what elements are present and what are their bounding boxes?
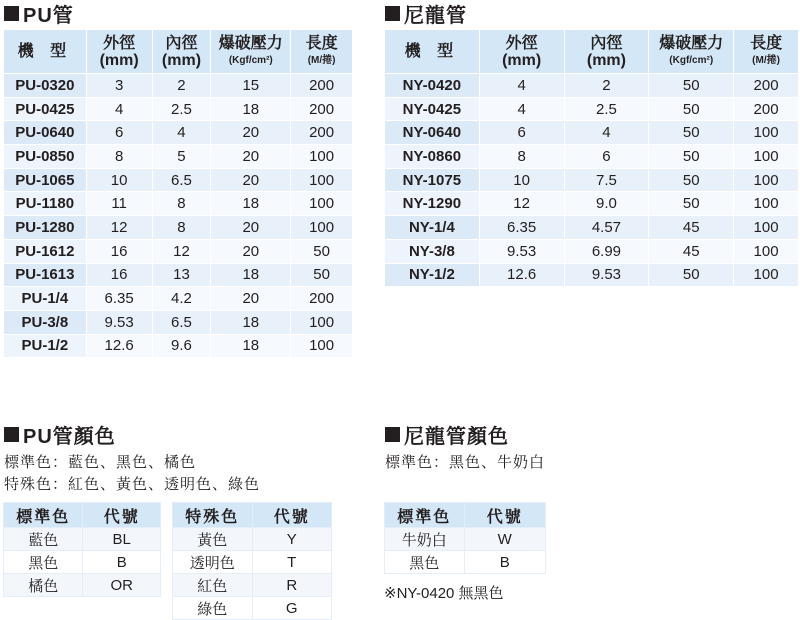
value-cell: 6: [86, 121, 152, 145]
pu-title-text: PU管: [23, 5, 74, 27]
color-table-header: 代號: [464, 503, 546, 528]
value-cell: 18: [211, 334, 291, 358]
value-cell: 50: [291, 263, 353, 287]
model-cell: PU-1/2: [4, 334, 87, 358]
table-row: [4, 334, 353, 358]
header-outer-diameter: 外徑 (mm): [479, 30, 564, 74]
table-row: [385, 528, 546, 551]
table-row: [385, 239, 799, 263]
value-cell: 9.0: [564, 192, 649, 216]
value-cell: 100: [734, 239, 799, 263]
value-cell: 100: [734, 121, 799, 145]
value-cell: 50: [649, 168, 734, 192]
color-code-cell: G: [252, 597, 332, 620]
header-burst-pressure: 爆破壓力 (Kgf/cm²): [649, 30, 734, 74]
color-table-header: 標準色: [4, 503, 83, 528]
value-cell: 100: [291, 192, 353, 216]
model-cell: PU-1180: [4, 192, 87, 216]
color-code-cell: B: [83, 551, 161, 574]
value-cell: 10: [479, 168, 564, 192]
pu-color-lines: [4, 452, 260, 496]
header-inner-diameter: 內徑 (mm): [564, 30, 649, 74]
color-code-cell: OR: [83, 574, 161, 597]
value-cell: 6.5: [152, 168, 211, 192]
value-cell: 200: [291, 97, 353, 121]
value-cell: 200: [734, 97, 799, 121]
model-cell: PU-1612: [4, 239, 87, 263]
value-cell: 50: [649, 74, 734, 98]
value-cell: 4: [564, 121, 649, 145]
color-name-cell: 橘色: [4, 574, 83, 597]
value-cell: 8: [86, 145, 152, 169]
color-name-cell: 牛奶白: [385, 528, 465, 551]
color-name-cell: 黑色: [385, 551, 465, 574]
value-cell: 100: [291, 145, 353, 169]
color-name-cell: 透明色: [173, 551, 253, 574]
value-cell: 2.5: [152, 97, 211, 121]
pu-standard-color-table: [3, 502, 161, 597]
square-bullet-icon: [4, 427, 19, 442]
value-cell: 4: [86, 97, 152, 121]
value-cell: 12.6: [86, 334, 152, 358]
value-cell: 9.53: [479, 239, 564, 263]
header-model: 機 型: [385, 30, 480, 74]
square-bullet-icon: [385, 6, 400, 21]
value-cell: 18: [211, 97, 291, 121]
color-name-cell: 黑色: [4, 551, 83, 574]
table-row: [385, 551, 546, 574]
value-cell: 12: [479, 192, 564, 216]
value-cell: 8: [479, 145, 564, 169]
table-row: [4, 528, 161, 551]
table-row: [4, 239, 353, 263]
header-length: 長度 (M/捲): [734, 30, 799, 74]
model-cell: PU-1613: [4, 263, 87, 287]
value-cell: 100: [291, 216, 353, 240]
ny-title-text: 尼龍管: [404, 5, 467, 27]
model-cell: NY-1075: [385, 168, 480, 192]
value-cell: 200: [291, 287, 353, 311]
model-cell: PU-1065: [4, 168, 87, 192]
value-cell: 3: [86, 74, 152, 98]
value-cell: 18: [211, 192, 291, 216]
value-cell: 20: [211, 145, 291, 169]
value-cell: 4: [479, 74, 564, 98]
model-cell: NY-1/4: [385, 216, 480, 240]
value-cell: 4: [152, 121, 211, 145]
table-row: [4, 121, 353, 145]
table-row: [173, 597, 332, 620]
model-cell: PU-0320: [4, 74, 87, 98]
model-cell: PU-0425: [4, 97, 87, 121]
model-cell: NY-3/8: [385, 239, 480, 263]
table-row: [4, 74, 353, 98]
table-row: [385, 74, 799, 98]
table-row: [385, 216, 799, 240]
value-cell: 12.6: [479, 263, 564, 287]
value-cell: 100: [734, 192, 799, 216]
model-cell: NY-0860: [385, 145, 480, 169]
value-cell: 18: [211, 310, 291, 334]
value-cell: 20: [211, 287, 291, 311]
color-code-cell: T: [252, 551, 332, 574]
table-row: [385, 145, 799, 169]
value-cell: 6.5: [152, 310, 211, 334]
ny-color-title-text: 尼龍管顏色: [404, 426, 509, 448]
value-cell: 100: [734, 263, 799, 287]
table-row: [4, 192, 353, 216]
color-name-cell: 藍色: [4, 528, 83, 551]
value-cell: 8: [152, 216, 211, 240]
value-cell: 200: [291, 74, 353, 98]
value-cell: 200: [734, 74, 799, 98]
value-cell: 6.35: [86, 287, 152, 311]
value-cell: 4.57: [564, 216, 649, 240]
value-cell: 50: [649, 121, 734, 145]
model-cell: NY-0640: [385, 121, 480, 145]
value-cell: 16: [86, 263, 152, 287]
value-cell: 50: [649, 263, 734, 287]
header-length: 長度 (M/捲): [291, 30, 353, 74]
pu-color-title-text: PU管顏色: [23, 426, 116, 448]
table-row: [4, 97, 353, 121]
model-cell: NY-1/2: [385, 263, 480, 287]
value-cell: 20: [211, 168, 291, 192]
value-cell: 100: [734, 168, 799, 192]
table-row: [385, 97, 799, 121]
value-cell: 200: [291, 121, 353, 145]
pu-special-color-table: [172, 502, 332, 620]
table-row: [385, 168, 799, 192]
value-cell: 50: [649, 97, 734, 121]
table-row: [4, 145, 353, 169]
table-row: [4, 263, 353, 287]
value-cell: 4.2: [152, 287, 211, 311]
value-cell: 50: [291, 239, 353, 263]
model-cell: PU-0640: [4, 121, 87, 145]
header-model: 機 型: [4, 30, 87, 74]
model-cell: PU-1280: [4, 216, 87, 240]
table-row: [4, 551, 161, 574]
color-code-cell: BL: [83, 528, 161, 551]
pu-color-section-title: [4, 420, 116, 449]
value-cell: 2: [152, 74, 211, 98]
header-outer-diameter: 外徑 (mm): [86, 30, 152, 74]
value-cell: 9.53: [86, 310, 152, 334]
value-cell: 12: [86, 216, 152, 240]
table-row: [173, 551, 332, 574]
value-cell: 50: [649, 145, 734, 169]
value-cell: 100: [291, 334, 353, 358]
value-cell: 50: [649, 192, 734, 216]
table-row: [4, 216, 353, 240]
ny-section-title: [385, 0, 467, 28]
color-name-cell: 紅色: [173, 574, 253, 597]
pu-special-colors: 特殊色：紅色、黃色、透明色、綠色: [4, 476, 261, 493]
value-cell: 9.53: [564, 263, 649, 287]
color-table-header: 標準色: [385, 503, 465, 528]
value-cell: 100: [291, 168, 353, 192]
value-cell: 5: [152, 145, 211, 169]
value-cell: 9.6: [152, 334, 211, 358]
table-row: [173, 574, 332, 597]
model-cell: PU-0850: [4, 145, 87, 169]
value-cell: 100: [291, 310, 353, 334]
value-cell: 6.35: [479, 216, 564, 240]
value-cell: 11: [86, 192, 152, 216]
color-table-header: 特殊色: [173, 503, 253, 528]
header-burst-pressure: 爆破壓力 (Kgf/cm²): [211, 30, 291, 74]
ny-spec-table: [384, 29, 799, 287]
model-cell: NY-0420: [385, 74, 480, 98]
color-name-cell: 綠色: [173, 597, 253, 620]
table-row: [4, 574, 161, 597]
value-cell: 20: [211, 216, 291, 240]
value-cell: 12: [152, 239, 211, 263]
value-cell: 16: [86, 239, 152, 263]
model-cell: PU-3/8: [4, 310, 87, 334]
table-row: [4, 287, 353, 311]
color-code-cell: R: [252, 574, 332, 597]
color-name-cell: 黃色: [173, 528, 253, 551]
header-inner-diameter: 內徑 (mm): [152, 30, 211, 74]
model-cell: NY-0425: [385, 97, 480, 121]
square-bullet-icon: [4, 6, 19, 21]
value-cell: 45: [649, 239, 734, 263]
value-cell: 6: [479, 121, 564, 145]
value-cell: 2.5: [564, 97, 649, 121]
value-cell: 6.99: [564, 239, 649, 263]
pu-spec-table: [3, 29, 353, 358]
value-cell: 100: [734, 216, 799, 240]
value-cell: 13: [152, 263, 211, 287]
value-cell: 20: [211, 121, 291, 145]
value-cell: 8: [152, 192, 211, 216]
value-cell: 20: [211, 239, 291, 263]
pu-section-title: [4, 0, 74, 28]
pu-standard-colors: 標準色：藍色、黑色、橘色: [4, 454, 197, 471]
ny-standard-colors: 標準色：黑色、牛奶白: [385, 454, 546, 471]
color-table-header: 代號: [83, 503, 161, 528]
value-cell: 2: [564, 74, 649, 98]
model-cell: PU-1/4: [4, 287, 87, 311]
table-row: [385, 263, 799, 287]
value-cell: 7.5: [564, 168, 649, 192]
value-cell: 100: [734, 145, 799, 169]
table-row: [385, 121, 799, 145]
ny-note: ※NY-0420 無黑色: [384, 585, 504, 602]
ny-color-section-title: [385, 420, 509, 449]
color-code-cell: B: [464, 551, 546, 574]
value-cell: 15: [211, 74, 291, 98]
table-row: [4, 310, 353, 334]
color-code-cell: W: [464, 528, 546, 551]
table-row: [4, 168, 353, 192]
table-row: [173, 528, 332, 551]
value-cell: 45: [649, 216, 734, 240]
value-cell: 6: [564, 145, 649, 169]
value-cell: 18: [211, 263, 291, 287]
table-row: [385, 192, 799, 216]
value-cell: 4: [479, 97, 564, 121]
color-code-cell: Y: [252, 528, 332, 551]
ny-standard-color-table: [384, 502, 546, 574]
square-bullet-icon: [385, 427, 400, 442]
model-cell: NY-1290: [385, 192, 480, 216]
color-table-header: 代號: [252, 503, 332, 528]
value-cell: 10: [86, 168, 152, 192]
